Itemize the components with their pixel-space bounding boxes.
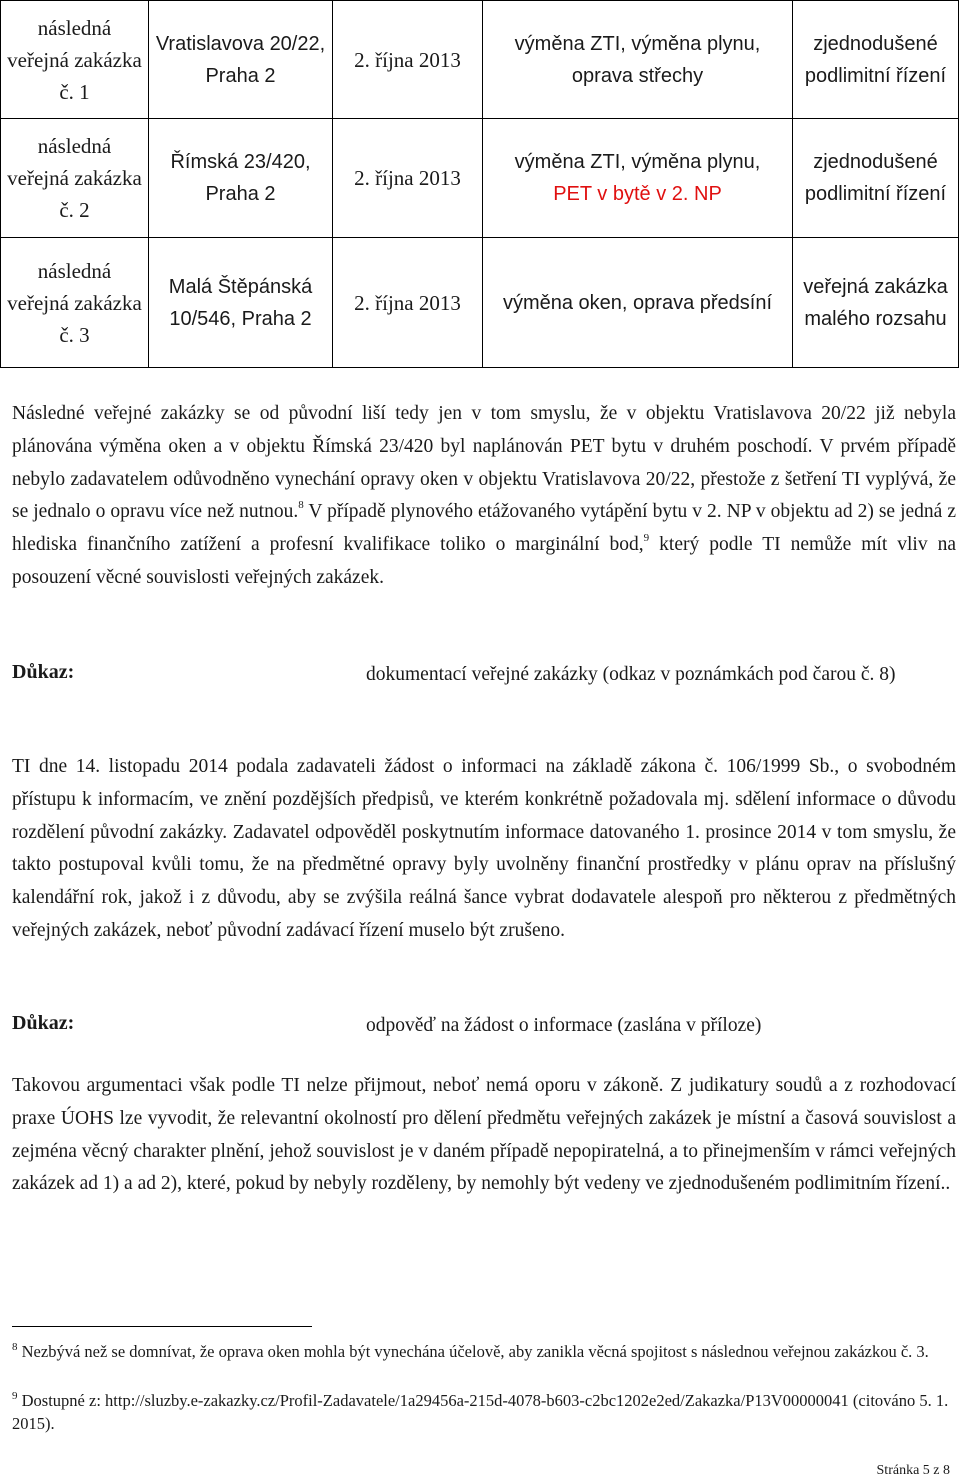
contract-name: následná veřejná zakázka č. 3 [1, 238, 149, 368]
contracts-table [0, 0, 959, 368]
contract-procedure: zjednodušené podlimitní řízení [793, 1, 959, 119]
contract-scope: výměna oken, oprava předsíní [483, 238, 793, 368]
contract-address: Římská 23/420, Praha 2 [149, 119, 333, 238]
footnote-number: 8 [12, 1341, 18, 1353]
footnote [12, 1340, 952, 1363]
contract-name: následná veřejná zakázka č. 1 [1, 1, 149, 119]
contract-scope-part1: výměna ZTI, výměna plynu, [514, 151, 761, 173]
paragraph-differences-text-2: V případě plynového etážovaného vytápění bytu v 2. NP v objektu ad 2) se jedná z hlediska finančního zatížení a profesní kvalifikace toliko o marginální bod, [12, 501, 956, 556]
page-number: Stránka 5 z 8 [876, 1463, 950, 1478]
footnote-ref-9: 9 [643, 532, 650, 545]
contract-date: 2. října 2013 [333, 119, 483, 238]
footnote-ref-8: 8 [298, 499, 304, 512]
evidence-text: odpověď na žádost o informace (zaslána v příloze) [366, 1015, 762, 1036]
paragraph-differences-text: Následné veřejné zakázky se od původní liší tedy jen v tom smyslu, že v objektu Vratislavova 20/22 již nebyla plánována výměna oken a v objektu Římská 23/420 byl naplánován PET bytu v druhém poschodí. V prvém případě nebylo zadavatelem odůvodněno vynechání opravy oken v objektu Vratislavova 20/22, přestože z šetření TI vyplývá, že se jednalo o opravu více než nutnou. [12, 403, 956, 523]
footnote-number: 9 [12, 1390, 18, 1402]
evidence-label: Důkaz: [12, 661, 75, 683]
contract-address: Malá Štěpánská 10/546, Praha 2 [149, 238, 333, 368]
paragraph-argument: Takovou argumentaci však podle TI nelze přijmout, neboť nemá oporu v zákoně. Z judikatury soudů a z rozhodovací praxe ÚOHS lze vyvodit, že relevantní okolností pro dělení předmětu veřejných zakázek je místní a časová souvislost a zejména věcný charakter plnění, jehož souvislost je v daném případě nepopiratelná, a to přinejmenším v rámci veřejných zakázek ad 1) a ad 2), které, pokud by nebyly rozděleny, by nemohly být vedeny ve zjednodušeném podlimitním řízení.. [12, 1075, 956, 1195]
contract-name: následná veřejná zakázka č. 2 [1, 119, 149, 238]
contract-date: 2. října 2013 [333, 238, 483, 368]
paragraph-request: TI dne 14. listopadu 2014 podala zadavateli žádost o informaci na základě zákona č. 106/1999 Sb., o svobodném přístupu k informacím, ve znění pozdějších předpisů, ve kterém konkrétně požadovala mj. sdělení informace o důvodu rozdělení původní zakázky. Zadavatel odpověděl poskytnutím informace datovaného 1. prosince 2014 v tom smyslu, že takto postupoval kvůli tomu, že na předmětné opravy byly uvolněny finanční prostředky v plánu oprav na příslušný kalendářní rok, jakož i z důvodu, aby se zvýšila reálná šance vybrat dodavatele alespoň pro některou z předmětných veřejných zakázek, neboť původní zadávací řízení muselo být zrušeno. [12, 756, 956, 941]
paragraph-differences [12, 398, 956, 595]
table-row [1, 119, 959, 238]
paragraph-differences-text-3: který podle TI nemůže mít vliv na posouzení věcné souvislosti veřejných zakázek. [12, 534, 956, 588]
contract-procedure: veřejná zakázka malého rozsahu [793, 238, 959, 368]
evidence-text: dokumentací veřejné zakázky (odkaz v poznámkách pod čarou č. 8) [366, 664, 896, 685]
contract-address: Vratislavova 20/22, Praha 2 [149, 1, 333, 119]
contract-date: 2. října 2013 [333, 1, 483, 119]
table-row [1, 238, 959, 368]
contract-procedure: zjednodušené podlimitní řízení [793, 119, 959, 238]
contract-scope-part2: PET v bytě v 2. NP [553, 183, 722, 205]
evidence-label: Důkaz: [12, 1012, 75, 1034]
contract-scope [483, 119, 793, 238]
footnote-text: Nezbývá než se domnívat, že oprava oken mohla být vynechána účelově, aby zanikla věcná spojitost s následnou veřejnou zakázkou č. 3. [21, 1342, 929, 1361]
footnote [12, 1389, 952, 1435]
footnote-separator [12, 1326, 312, 1327]
footnote-text: Dostupné z: http://sluzby.e-zakazky.cz/Profil-Zadavatele/1a29456a-215d-4078-b603-c2bc1202e2ed/Zakazka/P13V00000041 (citováno 5. 1. 2015). [12, 1391, 949, 1433]
table-row [1, 1, 959, 119]
contract-scope: výměna ZTI, výměna plynu, oprava střechy [483, 1, 793, 119]
